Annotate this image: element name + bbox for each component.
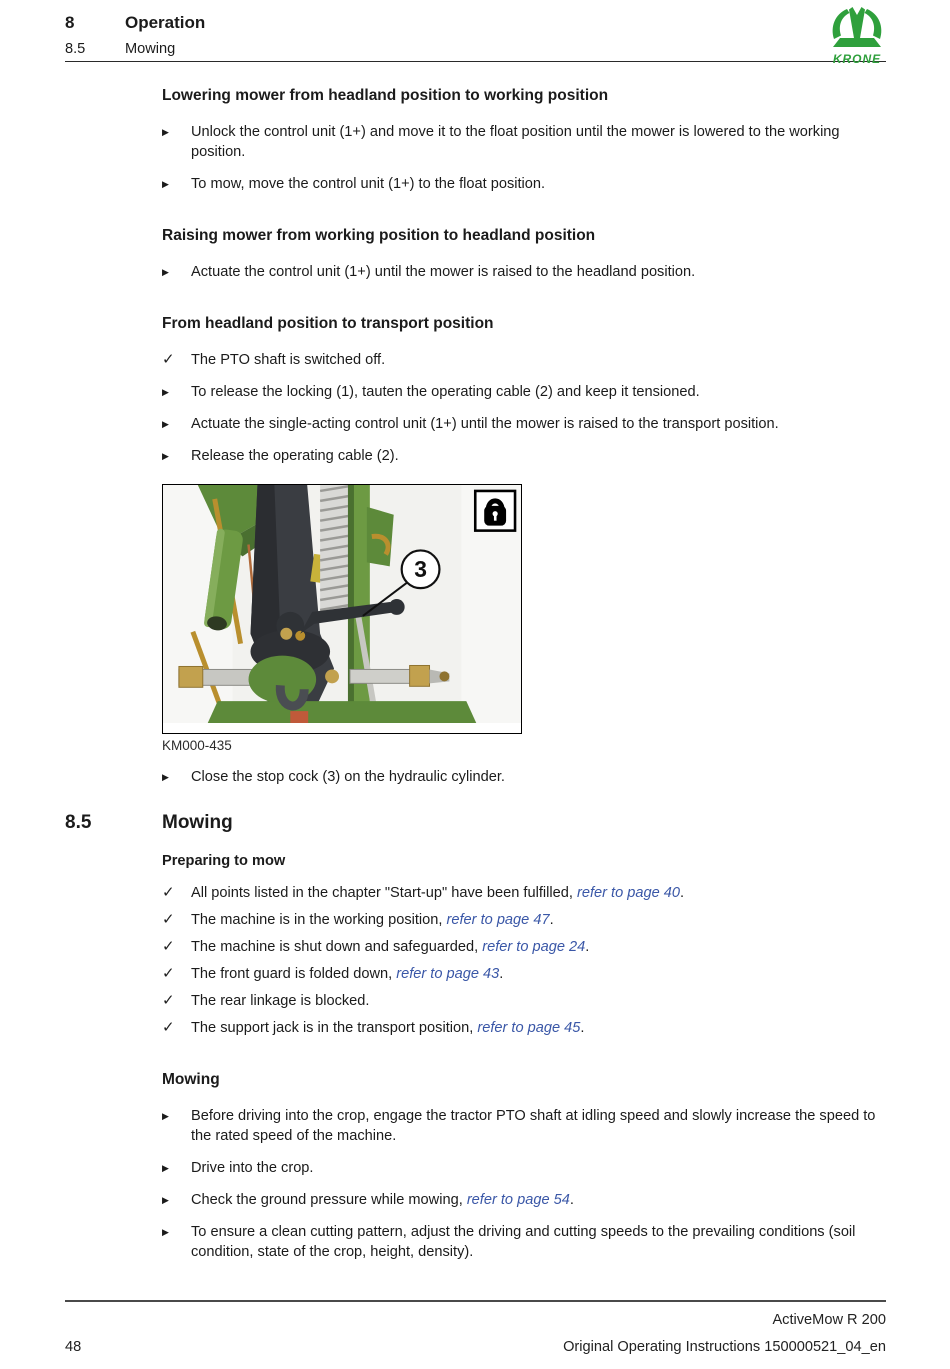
check-icon: ✓: [162, 351, 175, 368]
condition-text: The machine is shut down and safeguarded,: [191, 939, 483, 955]
preparing-check-list: [162, 883, 885, 1038]
condition-item: [162, 964, 885, 984]
instruction-item: [162, 174, 885, 194]
condition-text: The PTO shaft is switched off.: [191, 352, 386, 368]
heading-mowing-main: [65, 811, 885, 835]
condition-item: [162, 1018, 885, 1038]
check-icon: ✓: [162, 992, 175, 1009]
instruction-text: Actuate the control unit (1+) until the mower is raised to the headland position.: [191, 264, 696, 280]
condition-item: [162, 937, 885, 957]
instruction-item: [162, 1222, 885, 1262]
instruction-item: [162, 122, 885, 162]
condition-item: [162, 883, 885, 903]
arrow-bullet-icon: ▶: [162, 267, 169, 277]
condition-text-end: .: [549, 912, 554, 928]
footer-rule: [65, 1300, 886, 1302]
arrow-bullet-icon: ▶: [162, 1163, 169, 1173]
page-content: [65, 86, 885, 1274]
instruction-item: [162, 1106, 885, 1146]
arrow-bullet-icon: ▶: [162, 179, 169, 189]
heading-transport-position: From headland position to transport position: [162, 315, 494, 332]
header-rule: [65, 61, 886, 62]
page-reference-link[interactable]: refer to page 43: [396, 966, 500, 982]
condition-text: The front guard is folded down,: [191, 966, 397, 982]
mowing-section-title: Mowing: [162, 812, 233, 833]
machine-photo-frame: [162, 484, 522, 734]
lock-icon: [475, 491, 515, 531]
instruction-text: To mow, move the control unit (1+) to the float position.: [191, 176, 546, 192]
check-icon: ✓: [162, 911, 175, 928]
arrow-bullet-icon: ▶: [162, 127, 169, 137]
krone-logo: [827, 5, 887, 66]
figure-caption: KM000-435: [162, 738, 232, 753]
footer-page-number: 48: [65, 1339, 82, 1355]
condition-text: All points listed in the chapter "Start-up" have been fulfilled,: [191, 885, 577, 901]
footer-model-name: ActiveMow R 200: [772, 1312, 886, 1328]
instruction-text: To ensure a clean cutting pattern, adjust the driving and cutting speeds to the prevailing conditions (soil condition, state of the crop, height, density).: [191, 1224, 856, 1260]
section-title: Mowing: [125, 41, 176, 57]
callout-number: 3: [414, 556, 427, 583]
instruction-item: [162, 767, 885, 787]
page-reference-link[interactable]: refer to page 40: [576, 885, 681, 901]
instruction-item: [162, 262, 885, 282]
condition-item: [162, 350, 885, 370]
condition-text-end: .: [580, 1020, 585, 1036]
machine-photo: [163, 485, 521, 723]
krone-crown-icon: [827, 5, 887, 49]
chapter-title: Operation: [125, 13, 206, 32]
check-icon: ✓: [162, 1019, 175, 1036]
arrow-bullet-icon: ▶: [162, 1111, 169, 1121]
condition-text-end: .: [499, 966, 504, 982]
footer-document-id: Original Operating Instructions 150000521_04_en: [563, 1339, 886, 1355]
instruction-item: [162, 414, 885, 434]
instruction-text: Drive into the crop.: [191, 1160, 314, 1176]
instruction-text: Check the ground pressure while mowing,: [191, 1192, 467, 1208]
section-number: 8.5: [65, 41, 86, 57]
chapter-number: 8: [65, 13, 75, 32]
arrow-bullet-icon: ▶: [162, 451, 169, 461]
instruction-text: To release the locking (1), tauten the operating cable (2) and keep it tensioned.: [191, 384, 700, 400]
check-icon: ✓: [162, 938, 175, 955]
instruction-text-end: .: [569, 1192, 574, 1208]
condition-text: The rear linkage is blocked.: [191, 993, 370, 1009]
check-icon: ✓: [162, 965, 175, 982]
check-icon: ✓: [162, 884, 175, 901]
coil-spring: [320, 485, 350, 619]
page-reference-link[interactable]: refer to page 47: [446, 912, 550, 928]
page-reference-link[interactable]: refer to page 24: [482, 939, 586, 955]
heading-lowering-mower: Lowering mower from headland position to working position: [162, 87, 609, 104]
mowing-section-number: 8.5: [65, 812, 92, 833]
header-section-line: [65, 41, 175, 57]
condition-text: The machine is in the working position,: [191, 912, 447, 928]
page-reference-link[interactable]: refer to page 54: [466, 1192, 570, 1208]
instruction-item: [162, 1190, 885, 1210]
arrow-bullet-icon: ▶: [162, 1195, 169, 1205]
page-reference-link[interactable]: refer to page 45: [477, 1020, 581, 1036]
instruction-text: Actuate the single-acting control unit (1+) until the mower is raised to the transport position.: [191, 416, 779, 432]
arrow-bullet-icon: ▶: [162, 387, 169, 397]
instruction-item: [162, 1158, 885, 1178]
arrow-bullet-icon: ▶: [162, 1227, 169, 1237]
krone-logo-text: KRONE: [832, 52, 882, 66]
instruction-text: Close the stop cock (3) on the hydraulic cylinder.: [191, 769, 505, 785]
instruction-item: [162, 382, 885, 402]
arrow-bullet-icon: ▶: [162, 772, 169, 782]
instruction-item: [162, 446, 885, 466]
condition-item: [162, 910, 885, 930]
heading-preparing-to-mow: Preparing to mow: [162, 853, 286, 869]
heading-mowing-sub: Mowing: [162, 1071, 220, 1088]
condition-text-end: .: [585, 939, 590, 955]
condition-text: The support jack is in the transport position,: [191, 1020, 478, 1036]
heading-raising-mower: Raising mower from working position to headland position: [162, 227, 596, 244]
instruction-text: Release the operating cable (2).: [191, 448, 399, 464]
arrow-bullet-icon: ▶: [162, 419, 169, 429]
header-chapter-line: [65, 13, 205, 33]
condition-text-end: .: [680, 885, 685, 901]
instruction-text: Unlock the control unit (1+) and move it to the float position until the mower is lowered to the working position.: [191, 124, 840, 160]
condition-item: [162, 991, 885, 1011]
instruction-text: Before driving into the crop, engage the tractor PTO shaft at idling speed and slowly increase the speed to the rated speed of the machine.: [191, 1108, 876, 1144]
